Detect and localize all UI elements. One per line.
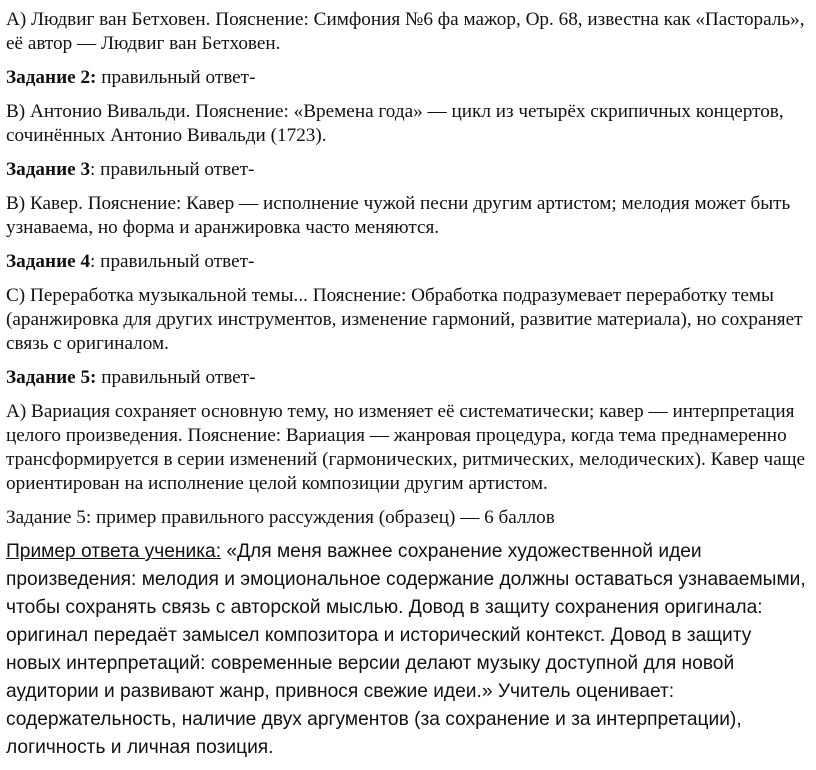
- task-2-answer-text: B) Антонио Вивальди. Пояснение: «Времена года» — цикл из четырёх скрипичных концертов, сочинённых Антонио Вивальди (1723).: [6, 101, 784, 146]
- task-5-answer: [6, 400, 810, 496]
- task-2-heading-rest: правильный ответ-: [96, 67, 256, 88]
- task-1-answer: [6, 8, 810, 56]
- task-3-heading: [6, 158, 810, 182]
- task-2-label: Задание 2:: [6, 67, 97, 88]
- student-answer-label: Пример ответа ученика:: [6, 541, 222, 562]
- task-2-answer: [6, 100, 810, 148]
- task-3-answer: [6, 192, 810, 240]
- task-5-heading-rest: правильный ответ-: [96, 367, 256, 388]
- task-3-answer-text: B) Кавер. Пояснение: Кавер — исполнение чужой песни другим артистом; мелодия может быть узнаваема, но форма и аранжировка часто меняются.: [6, 193, 791, 238]
- task-2-heading: [6, 66, 810, 90]
- task-4-heading-rest: : правильный ответ-: [90, 251, 255, 272]
- task-5-label: Задание 5:: [6, 367, 97, 388]
- student-answer-text: «Для меня важнее сохранение художественной идеи произведения: мелодия и эмоциональное содержание должны оставаться узнаваемыми, чтобы сохранять связь с авторской мыслью. Довод в защиту сохранения оригинала: оригинал передаёт замысел композитора и исторический контекст. Довод в защиту новых интерпретаций: современные версии делают музыку доступной для новой аудитории и развивают жанр, привнося свежие идеи.» Учитель оценивает: содержательность, наличие двух аргументов (за сохранение и за интерпретации), логичность и личная позиция.: [6, 541, 806, 758]
- task-5-sample-heading: [6, 506, 810, 530]
- task-4-heading: [6, 250, 810, 274]
- student-answer: [6, 538, 810, 762]
- task-4-answer: [6, 284, 810, 356]
- task-5-sample-heading-text: Задание 5: пример правильного рассуждения (образец) — 6 баллов: [6, 507, 555, 528]
- task-5-answer-text: A) Вариация сохраняет основную тему, но изменяет её систематически; кавер — интерпретация целого произведения. Пояснение: Вариация — жанровая процедура, когда тема преднамеренно трансформируется в серии изменений (гармонических, ритмических, мелодических). Кавер чаще ориентирован на исполнение целой композиции другим артистом.: [6, 401, 806, 494]
- task-5-heading: [6, 366, 810, 390]
- task-3-heading-rest: : правильный ответ-: [90, 159, 255, 180]
- task-4-label: Задание 4: [6, 251, 91, 272]
- task-3-label: Задание 3: [6, 159, 91, 180]
- task-1-answer-text: A) Людвиг ван Бетховен. Пояснение: Симфония №6 фа мажор, Op. 68, известна как «Пастораль», её автор — Людвиг ван Бетховен.: [6, 9, 805, 54]
- task-4-answer-text: C) Переработка музыкальной темы... Пояснение: Обработка подразумевает переработку темы (аранжировка для других инструментов, изменение гармоний, развитие материала), но сохраняет связь с оригиналом.: [6, 285, 803, 354]
